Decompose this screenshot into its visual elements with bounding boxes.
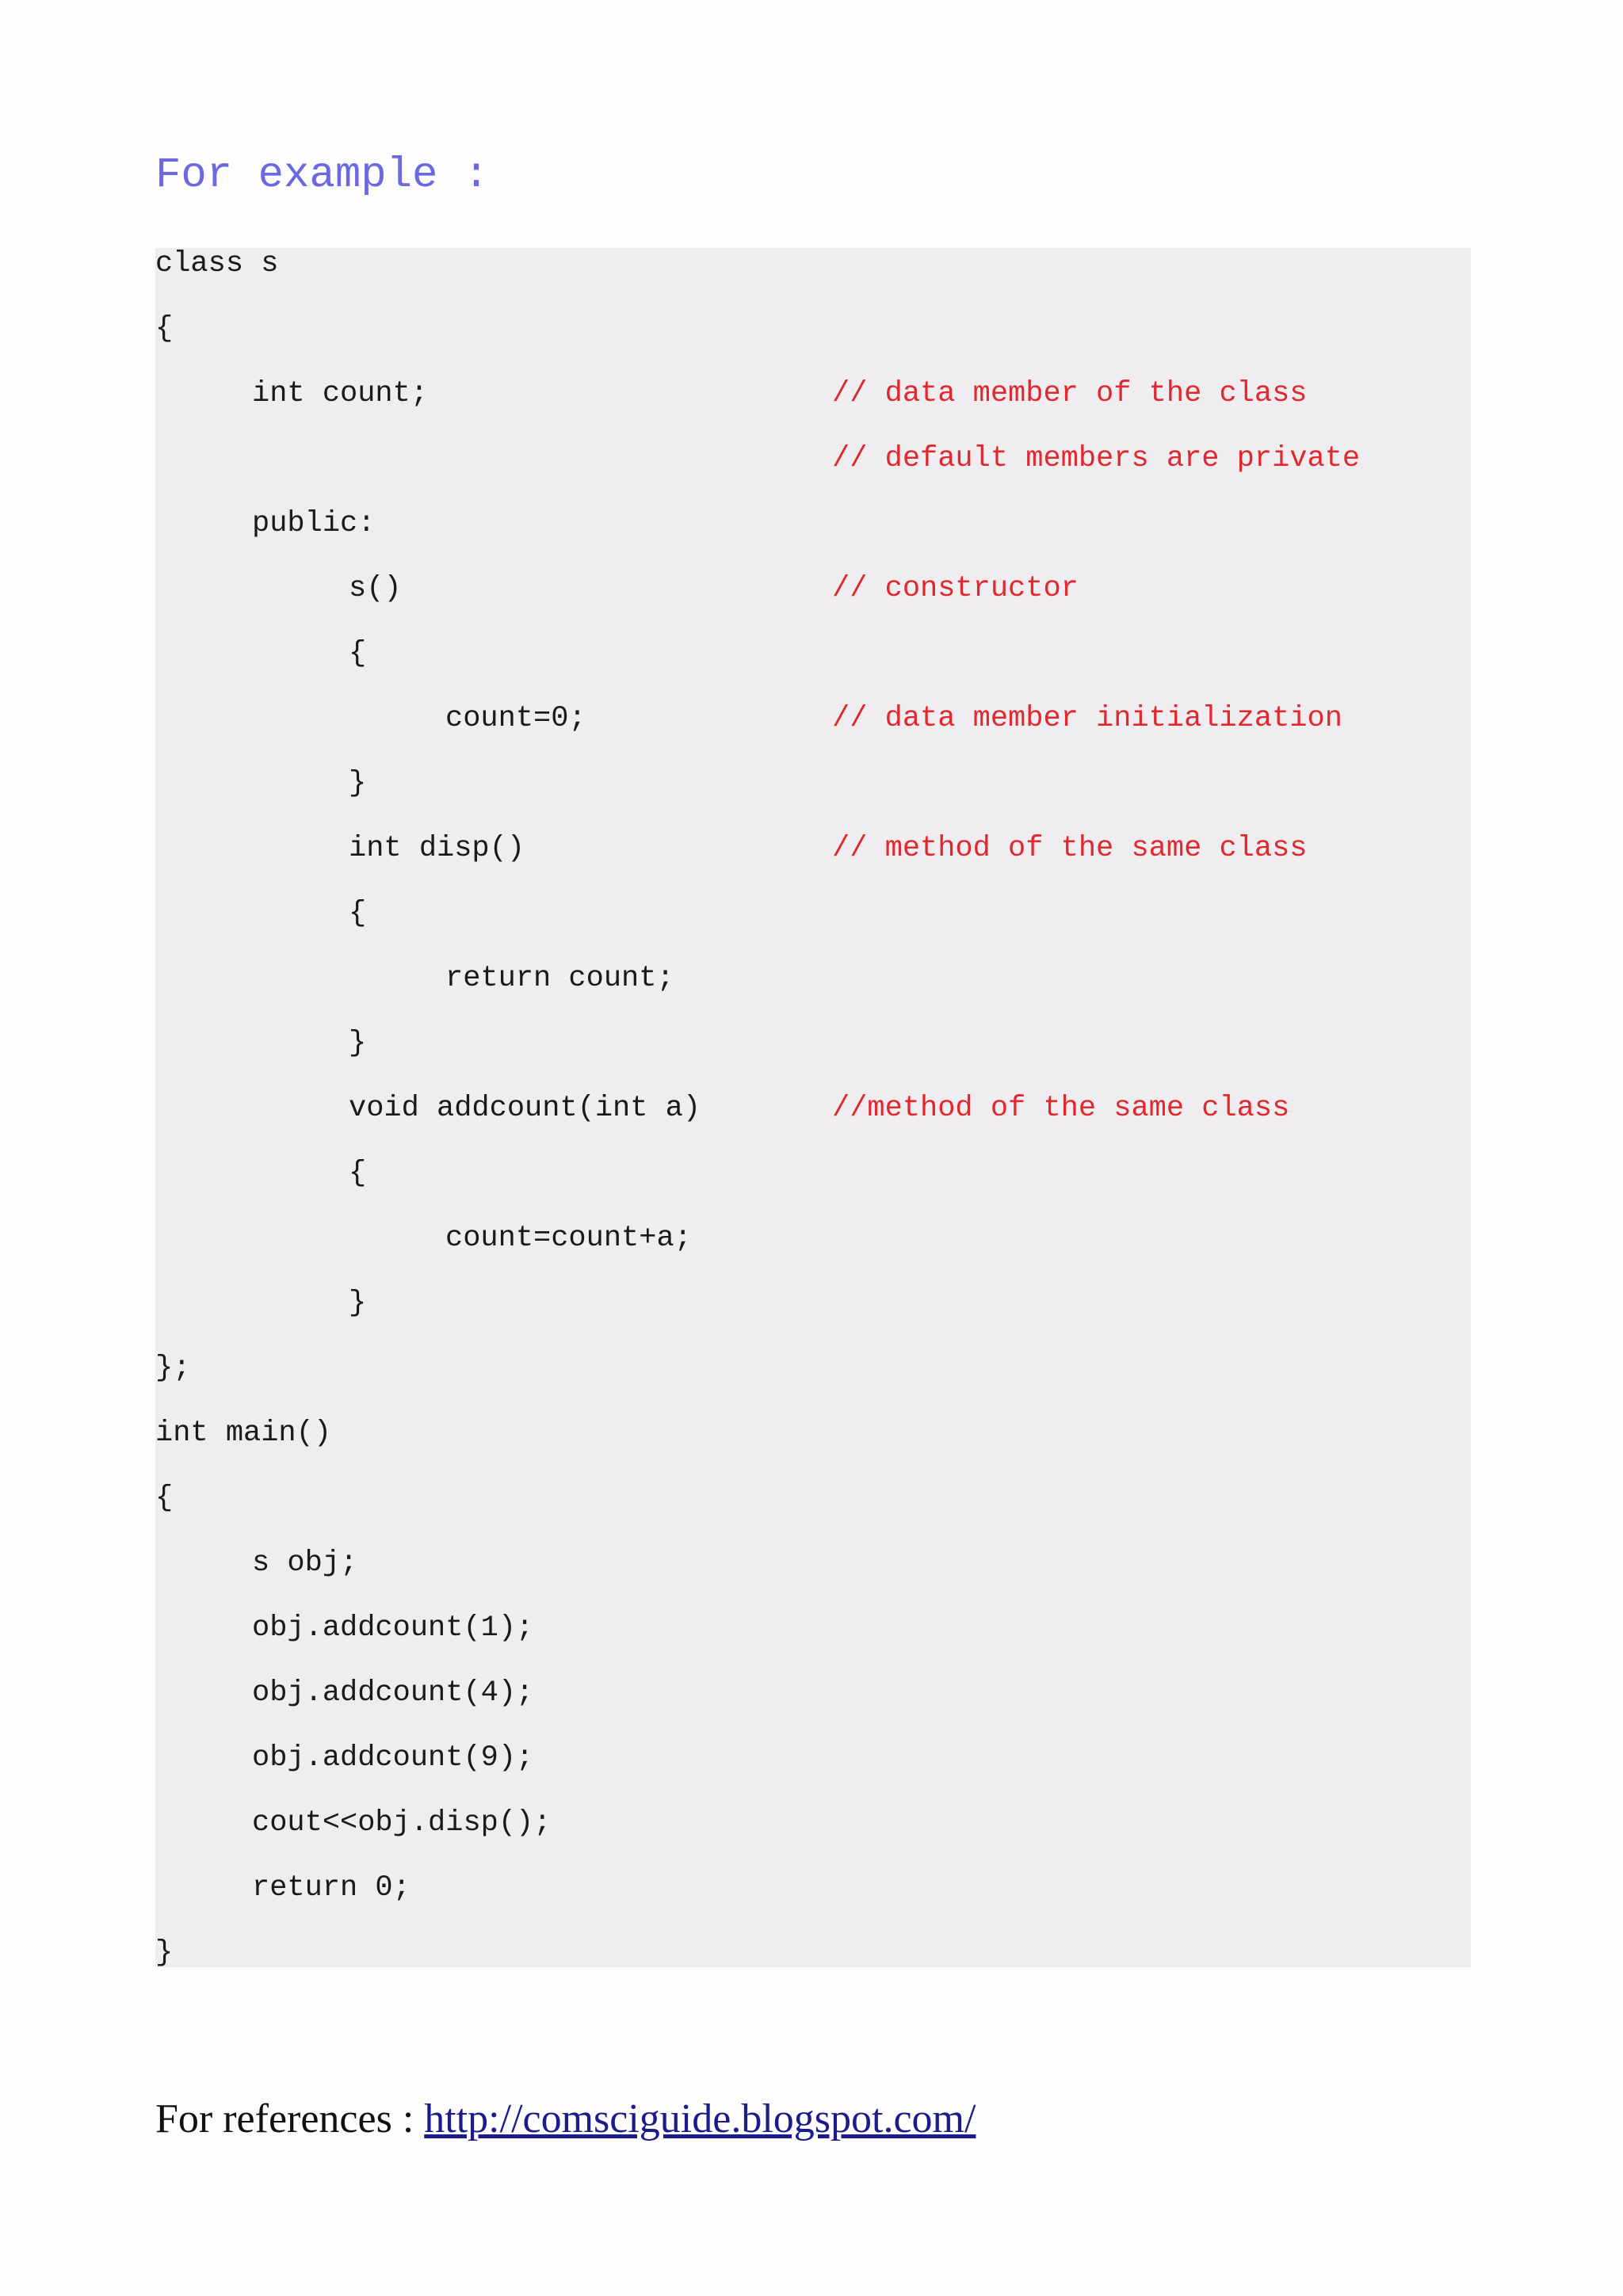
code-line (155, 442, 1361, 508)
code-text: int disp() (349, 832, 525, 865)
code-line (155, 313, 226, 378)
references-link[interactable]: http://comsciguide.blogspot.com/ (424, 2096, 976, 2142)
code-text: } (155, 1936, 174, 1970)
code-line (155, 1547, 358, 1612)
code-text: { (349, 897, 367, 930)
code-line (155, 1157, 367, 1222)
code-text: class s (155, 247, 279, 280)
code-text: void addcount(int a) (349, 1092, 701, 1125)
code-line (155, 572, 1079, 638)
code-line (155, 1611, 534, 1677)
code-line (155, 1482, 226, 1547)
code-text: obj.addcount(1); (252, 1611, 534, 1645)
code-line (155, 1937, 226, 2002)
code-line (155, 1222, 692, 1287)
code-block (155, 247, 1471, 1970)
code-text: int main() (155, 1417, 332, 1450)
code-text: s obj; (252, 1547, 358, 1580)
code-line (155, 637, 367, 703)
code-line (155, 1092, 1290, 1158)
code-line (155, 1871, 411, 1937)
code-line (155, 1806, 552, 1872)
code-line (155, 1287, 367, 1352)
code-text: { (155, 1482, 174, 1515)
code-line (155, 377, 1308, 443)
code-text: }; (155, 1352, 191, 1385)
code-text: count=0; (445, 702, 586, 735)
code-text: { (155, 312, 174, 345)
code-line (155, 1741, 534, 1807)
code-line (155, 962, 674, 1028)
code-line (155, 507, 376, 573)
code-text: } (349, 1027, 367, 1060)
code-text: } (349, 767, 367, 800)
code-text: count=count+a; (445, 1222, 692, 1255)
references-line (155, 2092, 976, 2147)
code-text: obj.addcount(9); (252, 1741, 534, 1775)
code-text: return count; (445, 962, 674, 995)
code-comment: // data member of the class (832, 377, 1308, 410)
code-line (155, 832, 1308, 898)
code-comment: // data member initialization (832, 702, 1342, 735)
code-text: int count; (252, 377, 429, 410)
code-text: cout<<obj.disp(); (252, 1806, 552, 1840)
code-line (155, 247, 279, 313)
references-label: For references : (155, 2096, 425, 2142)
code-line (155, 767, 367, 833)
code-line (155, 897, 367, 963)
code-comment: // constructor (832, 572, 1079, 605)
code-line (155, 1417, 332, 1482)
code-text: public: (252, 507, 376, 540)
page-heading: For example : (155, 151, 490, 200)
code-text: s() (349, 572, 402, 605)
code-text: { (349, 637, 367, 670)
code-text: return 0; (252, 1871, 411, 1905)
code-text: obj.addcount(4); (252, 1676, 534, 1710)
code-line (155, 1027, 367, 1093)
code-text: } (349, 1287, 367, 1320)
code-comment: // default members are private (832, 442, 1361, 475)
code-comment: //method of the same class (832, 1092, 1290, 1125)
code-line (155, 1676, 534, 1742)
code-comment: // method of the same class (832, 832, 1308, 865)
code-text: { (349, 1157, 367, 1190)
code-line (155, 1352, 226, 1417)
code-line (155, 702, 1342, 768)
